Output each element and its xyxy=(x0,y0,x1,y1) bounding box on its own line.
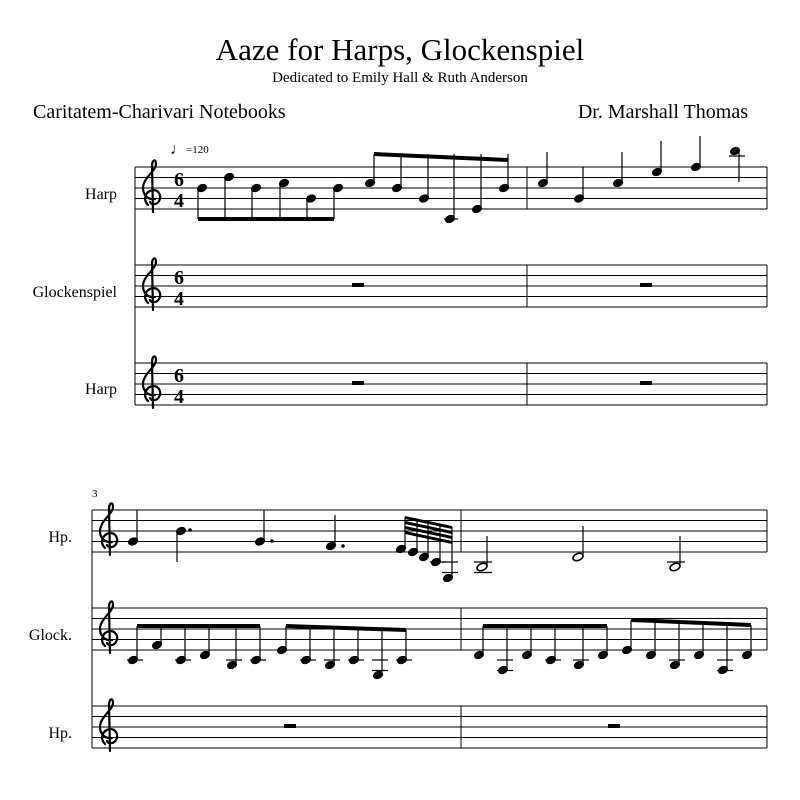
staff-harp-2 xyxy=(135,363,767,405)
staff-label-harp-1: Harp xyxy=(85,186,117,203)
staff-hp-2 xyxy=(92,706,767,748)
time-sig-top: 6 xyxy=(174,169,184,191)
composer: Dr. Marshall Thomas xyxy=(577,101,748,123)
treble-clef-icon xyxy=(100,503,117,555)
harp-1-measure-2-notes xyxy=(537,136,745,203)
svg-text:4: 4 xyxy=(174,288,184,310)
hp-1-measure-4-notes xyxy=(474,526,685,573)
quarter-note-icon: ♩ xyxy=(170,141,186,158)
staff-hp-1 xyxy=(92,510,767,552)
time-signature xyxy=(174,267,184,310)
treble-clef-icon xyxy=(100,699,117,751)
measure-number: 3 xyxy=(92,488,98,500)
treble-clef-icon xyxy=(143,258,160,310)
staff-label-glockenspiel: Glockenspiel xyxy=(32,284,117,301)
whole-rest-icon xyxy=(640,283,652,287)
system-1 xyxy=(135,136,767,408)
treble-clef-icon xyxy=(100,601,117,653)
staff-glock xyxy=(92,608,767,650)
dedication: Dedicated to Emily Hall & Ruth Anderson xyxy=(272,70,528,86)
svg-text:6: 6 xyxy=(174,267,184,289)
staff-label-hp-1: Hp. xyxy=(48,529,72,546)
glock-measure-4-notes xyxy=(473,618,752,675)
svg-text:4: 4 xyxy=(174,386,184,408)
whole-rest-icon xyxy=(640,381,652,385)
svg-text:6: 6 xyxy=(174,365,184,387)
whole-rest-icon xyxy=(608,724,620,728)
tempo-value: =120 xyxy=(186,144,209,156)
whole-rest-icon xyxy=(284,724,296,728)
system-2 xyxy=(92,503,767,751)
publisher: Caritatem-Charivari Notebooks xyxy=(33,101,286,123)
time-signature xyxy=(174,365,184,408)
treble-clef-icon xyxy=(143,356,160,408)
score-title: Aaze for Harps, Glockenspiel xyxy=(215,32,585,67)
treble-clef-icon xyxy=(143,160,160,212)
staff-glockenspiel xyxy=(135,265,767,307)
whole-rest-icon xyxy=(352,381,364,385)
staff-label-hp-2: Hp. xyxy=(48,725,72,742)
staff-label-glock: Glock. xyxy=(28,627,72,644)
staff-label-harp-2: Harp xyxy=(85,381,117,398)
time-sig-bottom: 4 xyxy=(174,190,184,212)
whole-rest-icon xyxy=(352,283,364,287)
time-signature xyxy=(174,169,184,212)
glock-measure-3-notes xyxy=(127,624,412,680)
